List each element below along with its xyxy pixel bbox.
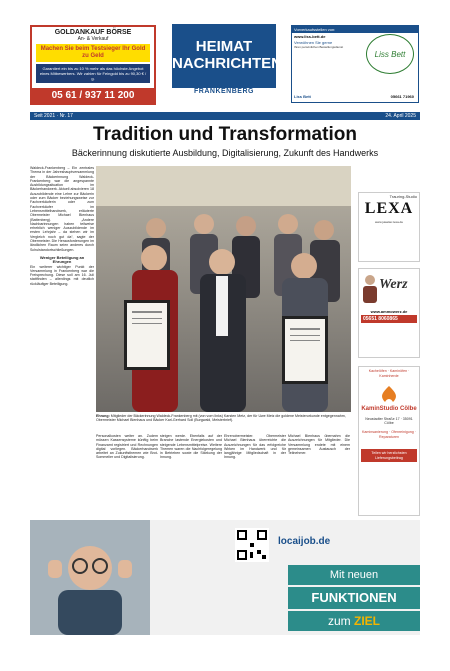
photo-caption bbox=[96, 414, 351, 423]
issue-number: Seit 2021 · Nr. 17 bbox=[34, 113, 73, 119]
lexa-ad-name: LEXA bbox=[364, 200, 414, 217]
masthead-line1: HEIMAT bbox=[195, 38, 253, 55]
localjob-slogan bbox=[288, 565, 420, 635]
article-paragraph: Ein weiterer wichtiger Punkt der Versammlung in Frankenberg war die Freisprechung. Diese soll am 16. Juli stattfinden – allerdings mit deutlich rückläufiger Beteiligung. bbox=[30, 264, 94, 286]
liss-bett-ad[interactable] bbox=[291, 25, 419, 103]
article-subheading: Weniger Beteiligung an Ehrungen bbox=[39, 254, 85, 265]
issue-date: 24. April 2025 bbox=[385, 113, 416, 119]
gold-ad-subtitle: An- & Verkauf bbox=[77, 36, 109, 42]
localjob-ad[interactable] bbox=[30, 520, 420, 635]
kamin-ad-services: Kaminsanierung · Ofenreinigung · Reparaturen bbox=[362, 429, 416, 439]
article-photo bbox=[96, 166, 351, 412]
liss-ad-line1: Verwöhnen Sie gerne bbox=[294, 40, 333, 45]
werz-ad-name: Werz bbox=[379, 277, 408, 292]
kamin-ad-intro: Kachelöfen · Kaminöfen · Kaminherde bbox=[368, 369, 410, 378]
slogan-line2: FUNKTIONEN bbox=[288, 587, 420, 609]
gold-exchange-ad[interactable] bbox=[30, 25, 156, 105]
article-lead: Waldeck-Frankenberg – Ein zentrales Thema in der Jahreshauptversammlung der Bäckerinnung Waldeck-Frankenberg war die angespannte Ausbildungssituation im Bäckerhandwerk. Aktuell absolvieren 18 Auszubildende eine Lehre zur Bäckerin oder zum Bäcker beziehungsweise zur Fachverkäuferin oder zum Fachverkäufer im Lebensmittelhandwerk, erläuterte Obermeister Michael Bienhaus (Battenberg). „Andere Nachbarinnungen haben teilweise erheblich weniger Auszubildende im ersten Lehrjahr – da stehen wir im Vergleich noch gut da“, sagte der Obermeister. Die Herausforderungen im ländlichen Raum seien anderes durch Schulstandortschließungen. bbox=[30, 166, 94, 252]
caption-text: Mitglieder der Bäckerinnung Waldeck-Frankenberg mit (von vorn links) Karsten Metz, der für Uwe Metz die goldene Meisterurkunde entgegennahm, Obermeister Michael Bienhaus und Bäcker Karl-Gerhard Soll (Burgwald, Meisterbrief). bbox=[96, 414, 346, 423]
werz-ad-url: www.ammowerz.de bbox=[370, 309, 408, 314]
article-column-5: Michael Bienhaus übernahm die Auszeichnungen für Mitglieder. Die Versammlung endete mit einem gemeinsamen Austausch der Teilnehmer. bbox=[288, 434, 350, 456]
article-column-1 bbox=[30, 166, 94, 428]
localjob-brand: locaijob.de bbox=[278, 536, 331, 547]
kaminstudio-ad[interactable] bbox=[358, 366, 420, 516]
gold-ad-slogan: Machen Sie beim Testsieger Ihr Gold zu Geld bbox=[36, 44, 150, 62]
qr-code-icon bbox=[235, 528, 269, 562]
werz-ad[interactable] bbox=[358, 268, 420, 358]
slogan-line1: Mit neuen bbox=[288, 565, 420, 585]
person-illustration bbox=[30, 520, 150, 635]
masthead-logo bbox=[172, 24, 282, 88]
kamin-ad-address: Neustadter Straße 17 · 35091 Cölbe bbox=[365, 416, 413, 426]
liss-ad-phone: 05661 71960 bbox=[390, 94, 414, 99]
gold-ad-phone: 05 61 / 937 11 200 bbox=[32, 88, 154, 103]
slogan-line3 bbox=[288, 611, 420, 631]
article-headline: Tradition und Transformation bbox=[93, 124, 357, 145]
article-column-2: Personalkosten weiter an. Zudem müssen Kassensysteme künftig beim Finanzamt registriert und Rechnungen digital vorliegen. Bäckerhandwerk arbeitet an Zukunftsthemen wie Brot-Sommelier und Digitalisierung. bbox=[96, 434, 158, 460]
lexa-ad-tagline: Trauring-Studio bbox=[389, 194, 417, 199]
masthead-line2: NACHRICHTEN bbox=[172, 55, 282, 72]
lexa-ad-url: www.juwelier-lexa.de bbox=[374, 220, 403, 224]
liss-ad-brand: Liss Bett bbox=[294, 94, 311, 99]
caption-label: Ehrung: bbox=[96, 414, 110, 418]
masthead bbox=[172, 24, 282, 102]
liss-ad-url: www.liss-bett.de bbox=[294, 34, 326, 39]
slogan-line3a: zum bbox=[327, 614, 351, 628]
werz-ad-phone: 05651 8060865 bbox=[361, 315, 417, 323]
liss-ad-bar: Vorverkaufsstellen von: bbox=[292, 26, 418, 33]
gold-ad-title: GOLDANKAUF BÖRSE bbox=[32, 27, 154, 36]
slogan-line3b: ZIEL bbox=[354, 614, 380, 628]
flame-icon bbox=[369, 384, 409, 404]
person-icon bbox=[361, 273, 379, 303]
group-photo-image bbox=[96, 166, 351, 412]
gold-ad-promo: Garantiert ein bis zu 10 % mehr als das höchste Angebot eines Mitbewerbers. Wir zahlen für Feingold bis zu 90,30 € / g. bbox=[36, 64, 150, 83]
issue-bar bbox=[30, 112, 420, 120]
liss-ad-logo: Liss Bett bbox=[366, 34, 414, 74]
article-column-4: Ehrenobermeister. Obermeister Michael Bienhaus überreichte die Auszeichnungen für das erfolgreiche Wirken im Handwerk und für langjährige Mitgliedschaft in der Innung. bbox=[224, 434, 286, 460]
kamin-ad-title: KaminStudio Cölbe bbox=[361, 405, 417, 412]
liss-ad-line2: Ihren persönlichen Bestellungsdienst bbox=[294, 45, 344, 49]
kamin-ad-footer: Teilen wir herzlichsten Lieferungsbeitrag bbox=[361, 449, 417, 462]
article-subheadline: Bäckerinnung diskutierte Ausbildung, Digitalisierung, Zukunft des Handwerks bbox=[71, 148, 379, 158]
masthead-city: FRANKENBERG bbox=[194, 88, 254, 95]
lexa-jeweler-ad[interactable] bbox=[358, 192, 420, 262]
article-column-3: steigen werde. Ebenfalls auf der Branche lastende Energiekosten und steigende Lebensmittelpreise. Weitere Themen waren die Nachfolgeregelung in Betrieben sowie die Stärkung der Innung. bbox=[160, 434, 222, 460]
